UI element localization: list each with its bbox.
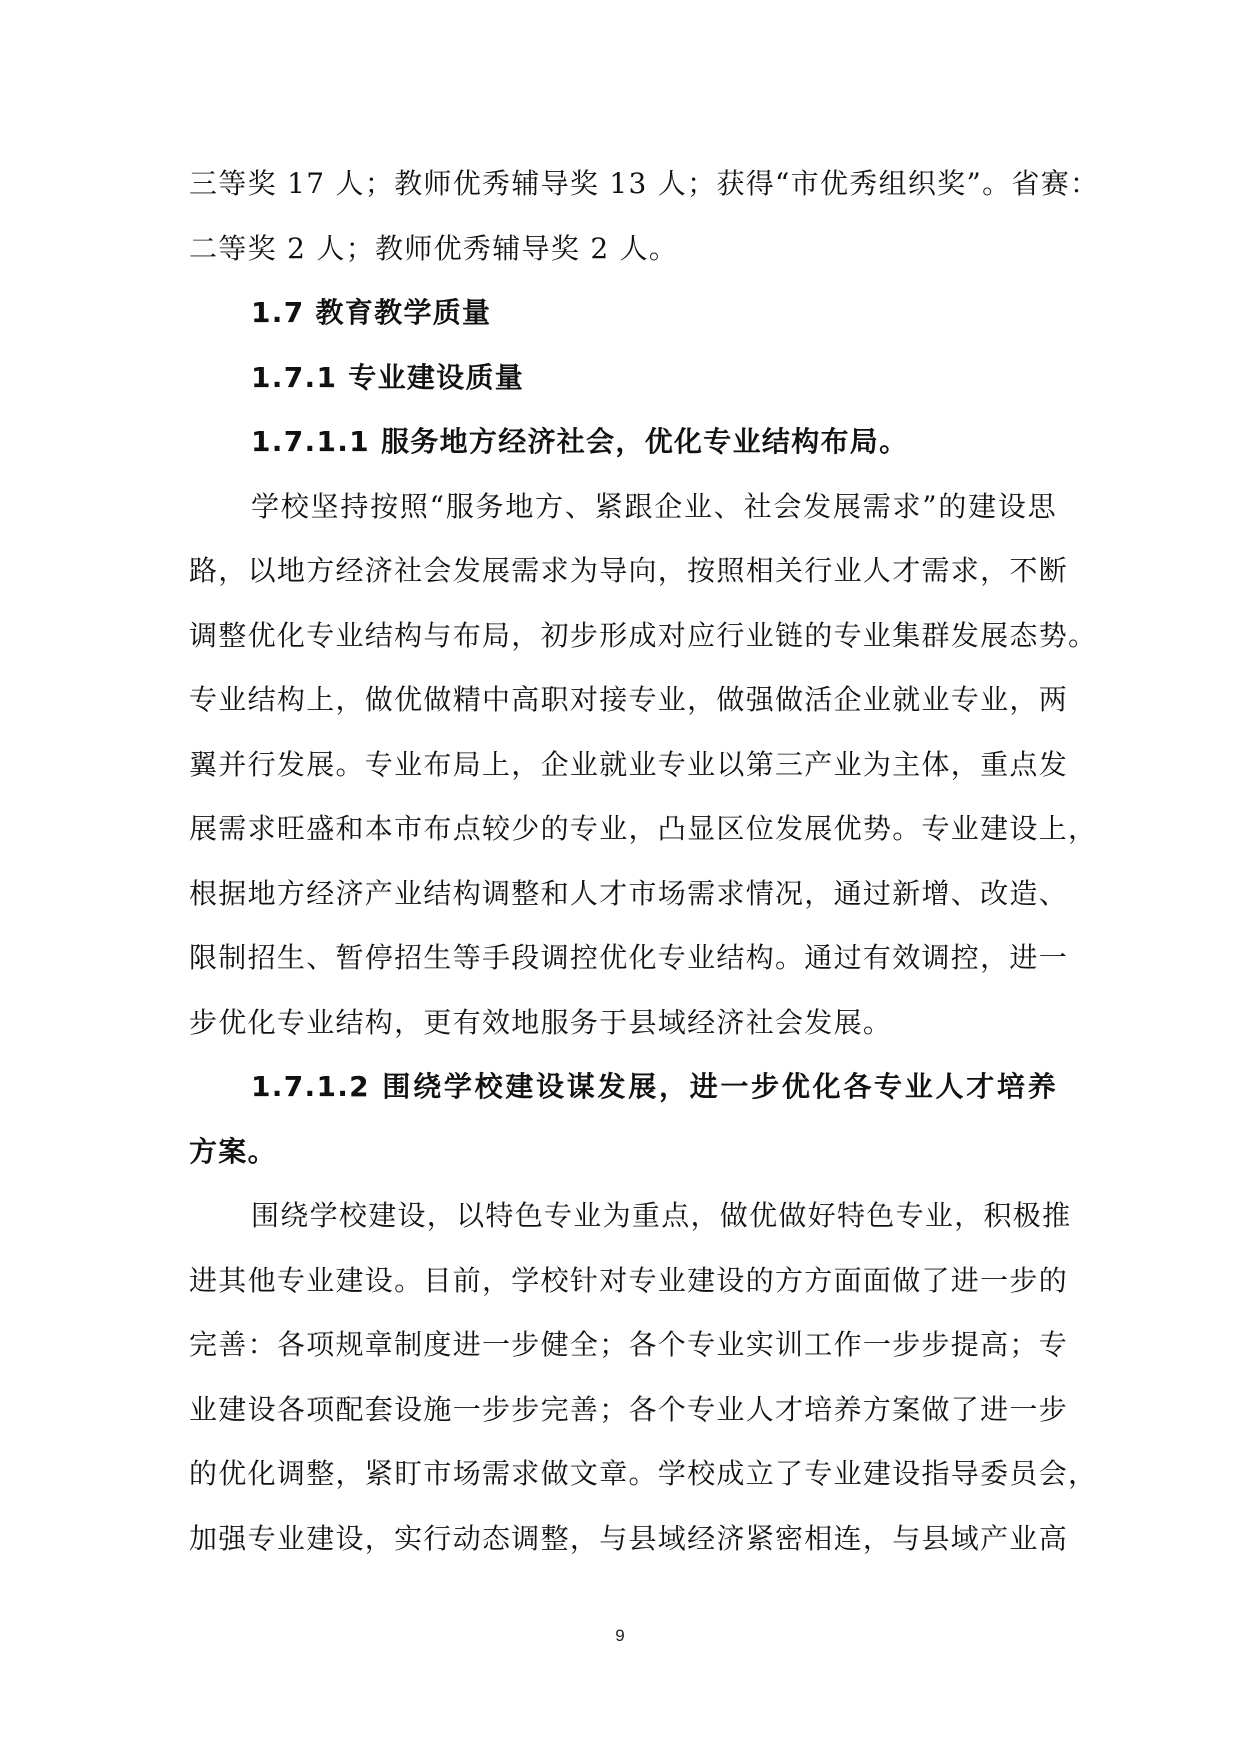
paragraph-line: 进其他专业建设。目前，学校针对专业建设的方方面面做了进一步的	[189, 1263, 1069, 1297]
heading-line: 1.7.1.2 围绕学校建设谋发展，进一步优化各专业人才培养	[251, 1070, 1057, 1103]
section-heading-1-7: 1.7 教育教学质量	[251, 296, 492, 329]
paragraph-line: 的优化调整，紧盯市场需求做文章。学校成立了专业建设指导委员会，	[189, 1457, 1098, 1490]
paragraph-line: 展需求旺盛和本市布点较少的专业，凸显区位发展优势。专业建设上，	[189, 812, 1098, 845]
paragraph-line: 专业结构上，做优做精中高职对接专业，做强做活企业就业专业，两	[189, 683, 1069, 716]
document-page	[189, 152, 1100, 1571]
paragraph-line: 完善：各项规章制度进一步健全；各个专业实训工作一步步提高；专	[189, 1328, 1069, 1361]
section-heading-1-7-1-2	[189, 1055, 1057, 1184]
paragraph-line: 三等奖 17 人；教师优秀辅导奖 13 人；获得“市优秀组织奖”。省赛：	[189, 167, 1100, 200]
section-1-7-1-2-paragraph	[189, 1184, 1098, 1571]
paragraph-line: 学校坚持按照“服务地方、紧跟企业、社会发展需求”的建设思	[251, 489, 1057, 523]
continued-paragraph	[189, 152, 1100, 281]
section-1-7-1-1-paragraph	[189, 475, 1098, 1056]
paragraph-line: 翼并行发展。专业布局上，企业就业专业以第三产业为主体，重点发	[189, 747, 1069, 781]
paragraph-line: 调整优化专业结构与布局，初步形成对应行业链的专业集群发展态势。	[189, 618, 1098, 652]
paragraph-line: 步优化专业结构，更有效地服务于县域经济社会发展。	[189, 1005, 893, 1039]
page-number: 9	[615, 1626, 625, 1645]
paragraph-line: 围绕学校建设，以特色专业为重点，做优做好特色专业，积极推	[251, 1199, 1072, 1232]
paragraph-line: 加强专业建设，实行动态调整，与县域经济紧密相连，与县域产业高	[189, 1521, 1069, 1555]
paragraph-line: 路，以地方经济社会发展需求为导向，按照相关行业人才需求，不断	[189, 554, 1069, 587]
heading-line: 方案。	[189, 1134, 277, 1168]
paragraph-line: 限制招生、暂停招生等手段调控优化专业结构。通过有效调控，进一	[189, 941, 1069, 974]
section-heading-1-7-1: 1.7.1 专业建设质量	[251, 360, 525, 394]
section-heading-1-7-1-1: 1.7.1.1 服务地方经济社会，优化专业结构布局。	[251, 425, 909, 458]
paragraph-line: 根据地方经济产业结构调整和人才市场需求情况，通过新增、改造、	[189, 876, 1069, 910]
paragraph-line: 业建设各项配套设施一步步完善；各个专业人才培养方案做了进一步	[189, 1392, 1069, 1426]
paragraph-line: 二等奖 2 人；教师优秀辅导奖 2 人。	[189, 231, 679, 265]
